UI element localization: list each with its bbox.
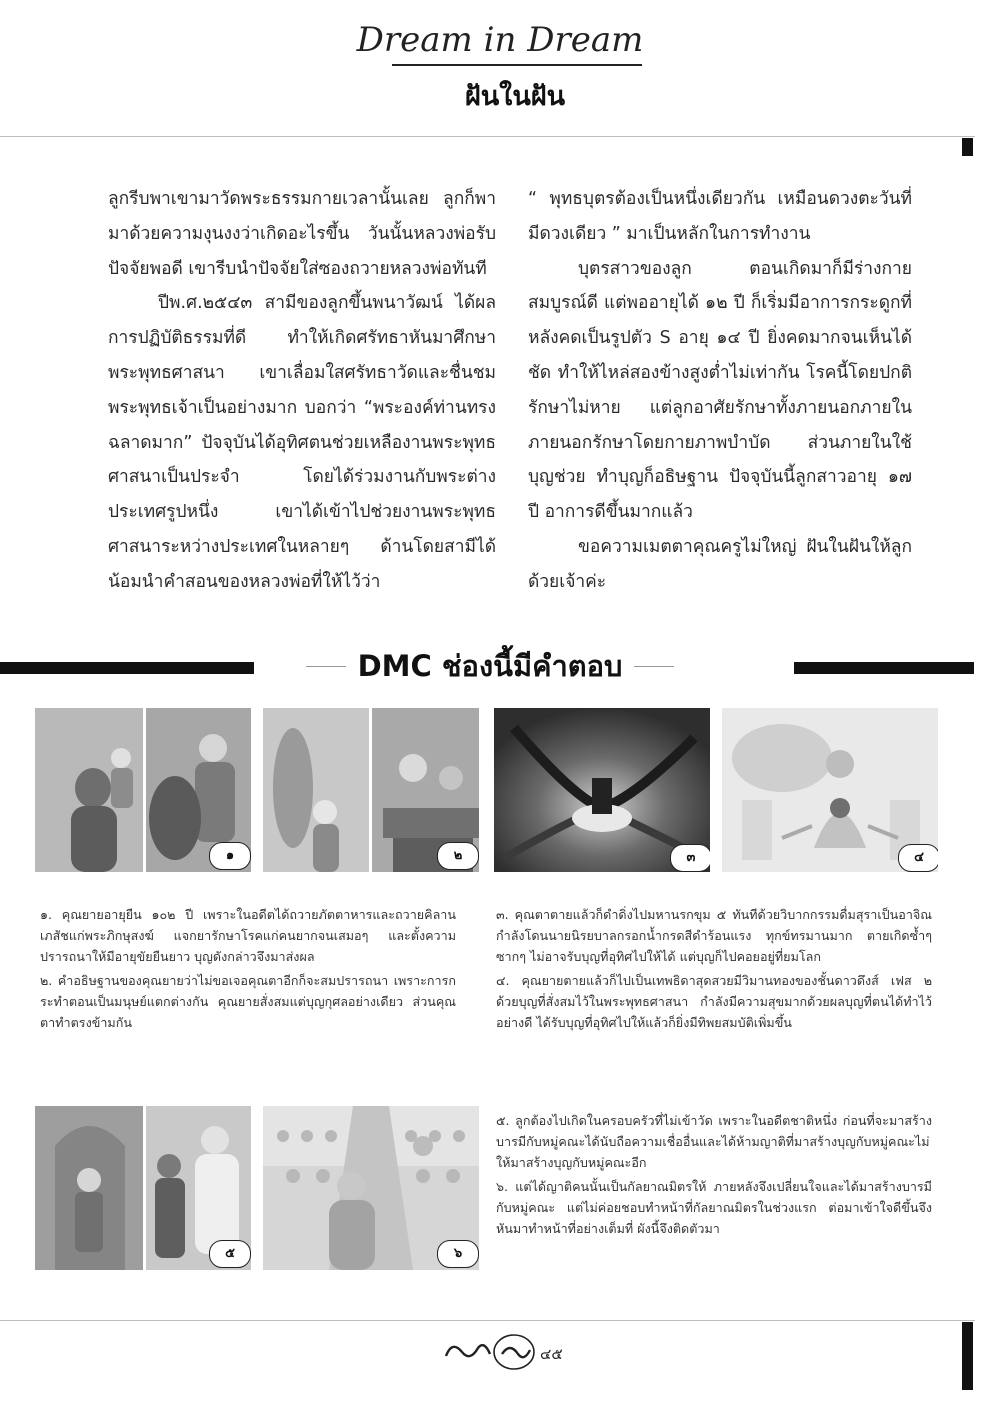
dmc-title: DMC ช่องนี้มีคำตอบ [357,649,623,683]
article-paragraph: ขอความเมตตาคุณครูไม่ใหญ่ ฝันในฝันให้ลูกด้วยเจ้าค่ะ [528,536,912,592]
side-bar-top [962,138,973,156]
top-divider [0,136,975,137]
bottom-divider [0,1320,975,1321]
article-paragraph: ปีพ.ศ.๒๕๔๓ สามีของลูกขึ้นพนาวัฒน์ ได้ผลการปฏิบัติธรรมที่ดี ทำให้เกิดศรัทธาหันมาศึกษาพระพุทธศาสนา เขาเลื่อมใสศรัทธาวัดและชื่นชมพระพุทธเจ้าเป็นอย่างมาก บอกว่า “พระองค์ท่านทรงฉลาดมาก” ปัจจุบันได้อุทิศตนช่วยเหลืองานพระพุทธศาสนาเป็นประจำ โดยได้ร่วมงานกับพระต่างประเทศรูปหนึ่ง เขาได้เข้าไปช่วยงานพระพุทธศาสนาระหว่างประเทศในหลายๆ ด้านโดยสามีได้น้อมนำคำสอนของหลวงพ่อที่ให้ไว้ว่า [108,293,496,592]
captions-left [40,904,456,1036]
illustration-number-badge: ๑ [209,842,251,870]
caption-2: ๒. คำอธิษฐานของคุณยายว่าไม่ขอเจอคุณตาอีกก็จะสมปรารถนา เพราะการกระทำตอนเป็นมนุษย์แตกต่างกัน คุณยายสั่งสมแต่บุญกุศลอย่างเดียว ส่วนคุณตาทำตรงข้ามกัน [40,973,456,1030]
caption-1: ๑. คุณยายอายุยืน ๑๐๒ ปี เพราะในอดีตได้ถวายภัตตาหารและถวายคิลานเภสัชแก่พระภิกษุสงฆ์ แจกยารักษาโรคแก่คนยากจนเสมอๆ และตั้งความปรารถนาให้มีอายุขัยยืนยาว บุญดังกล่าวจึงมาส่งผล [40,907,456,964]
illustration-1 [35,708,251,872]
captions-right-bottom [496,1110,932,1242]
illustration-4 [722,708,938,872]
illustration-3 [494,708,710,872]
illustration-number-badge: ๕ [209,1240,251,1268]
article-paragraph: ลูกรีบพาเขามาวัดพระธรรมกายเวลานั้นเลย ลูกก็พามาด้วยความงุนงงว่าเกิดอะไรขึ้น วันนั้นหลวงพ่อรับปัจจัยพอดี เขารีบนำปัจจัยใส่ซองถวายหลวงพ่อทันที [108,189,496,279]
page-number: ๔๕ [540,1345,563,1363]
caption-3: ๓. คุณตาตายแล้วก็ดำดิ่งไปมหานรกขุม ๕ ทันทีด้วยวิบากกรรมดื่มสุราเป็นอาจิณ กำลังโดนนายนิรยบาลกรอกน้ำกรดสีดำร้อนแรง ทุกข์ทรมานมาก ตายเกิดซ้ำๆซากๆ ไม่อาจรับบุญที่อุทิศไปให้ได้ แต่บุญก็ไปคอยอยู่ที่ยมโลก [496,907,932,964]
illustration-number-badge: ๔ [898,844,938,872]
header-rule [392,64,642,66]
captions-right [496,904,932,1036]
header-title-en: Dream in Dream [356,20,644,60]
magazine-logo-mark [440,1330,540,1374]
illustration-5 [35,1106,251,1270]
caption-6: ๖. แต่ได้ญาติคนนั้นเป็นกัลยาณมิตรให้ ภายหลังจึงเปลี่ยนใจและได้มาสร้างบารมีกับหมู่คณะ แต่ไม่ค่อยชอบทำหน้าที่กัลยาณมิตรในช่วงแรก ต่อมาเข้าใจดีขึ้นจึงหันมาทำหน้าที่อย่างเต็มที่ ผังนี้จึงติดตัวมา [496,1179,932,1236]
illustration-2 [263,708,479,872]
caption-4: ๔. คุณยายตายแล้วก็ไปเป็นเทพธิดาสุดสวยมีวิมานทองของชั้นดาวดึงส์ เฟส ๒ ด้วยบุญที่สั่งสมไว้ในพระพุทธศาสนา กำลังมีความสุขมากด้วยผลบุญที่ตนได้ทำไว้อย่างดี ได้รับบุญที่อุทิศไปให้แล้วก็ยิ่งมีทิพยสมบัติเพิ่มขึ้น [496,973,932,1030]
illustration-number-badge: ๓ [670,844,710,872]
caption-5: ๕. ลูกต้องไปเกิดในครอบครัวที่ไม่เข้าวัด เพราะในอดีตชาติหนึ่ง ก่อนที่จะมาสร้างบารมีกับหมู่คณะได้นับถือความเชื่ออื่นและได้ห้ามญาติที่มาสร้างบุญกับหมู่คณะไม่ให้มาสร้างบุญกับหมู่คณะอีก [496,1113,932,1170]
article-right-column [528,182,912,600]
dmc-bar-left [0,662,254,674]
article-left-column [108,182,496,600]
dmc-bar-right [794,662,974,674]
magazine-logo [440,1330,600,1374]
illustration-number-badge: ๖ [437,1240,479,1268]
side-bar-bottom [962,1322,973,1390]
article-paragraph: “ พุทธบุตรต้องเป็นหนึ่งเดียวกัน เหมือนดวงตะวันที่มีดวงเดียว ” มาเป็นหลักในการทำงาน [528,189,912,244]
dmc-dash-right [634,666,674,667]
illustration-number-badge: ๒ [437,842,479,870]
article-paragraph: บุตรสาวของลูก ตอนเกิดมาก็มีร่างกายสมบูรณ์ดี แต่พออายุได้ ๑๒ ปี ก็เริ่มมีอาการกระดูกที่หลังคดเป็นรูปตัว S อายุ ๑๔ ปี ยิ่งคดมากจนเห็นได้ชัด ทำให้ไหล่สองข้างสูงต่ำไม่เท่ากัน โรคนี้โดยปกติรักษาไม่หาย แต่ลูกอาศัยรักษาทั้งภายนอกภายใน ภายนอกรักษาโดยกายภาพบำบัด ส่วนภายในใช้บุญช่วย ทำบุญก็อธิษฐาน ปัจจุบันนี้ลูกสาวอายุ ๑๗ ปี อาการดีขึ้นมากแล้ว [528,258,912,523]
illustration-6 [263,1106,479,1270]
header-title-th: ฝันในฝัน [464,81,566,112]
